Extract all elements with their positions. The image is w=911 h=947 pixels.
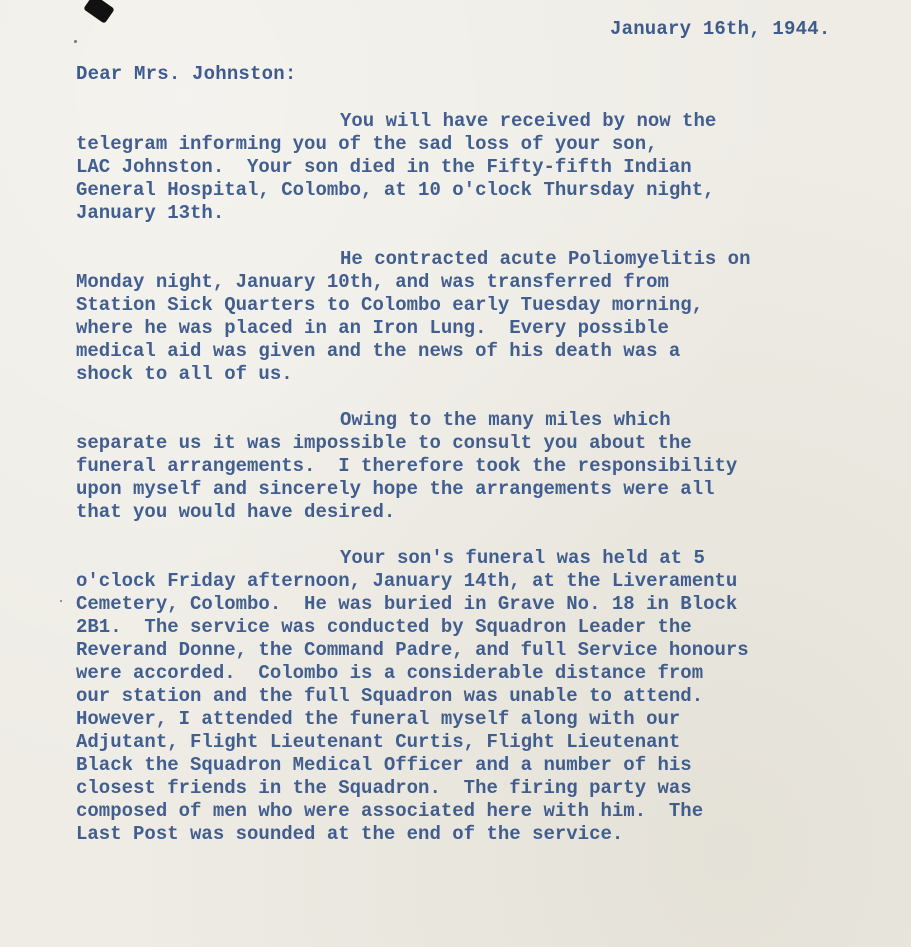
paragraph-3-line-2: separate us it was impossible to consult you about the bbox=[76, 432, 692, 454]
paragraph-1-line-1: You will have received by now the bbox=[340, 110, 717, 132]
ink-blot-mark bbox=[83, 0, 115, 24]
paragraph-4-line-7: our station and the full Squadron was unable to attend. bbox=[76, 685, 704, 707]
paper-speck bbox=[60, 600, 62, 602]
paragraph-3-line-1: Owing to the many miles which bbox=[340, 409, 671, 431]
paragraph-3-line-4: upon myself and sincerely hope the arrangements were all bbox=[76, 478, 715, 500]
paragraph-4-line-9: Adjutant, Flight Lieutenant Curtis, Flight Lieutenant bbox=[76, 731, 681, 753]
paragraph-4-line-10: Black the Squadron Medical Officer and a number of his bbox=[76, 754, 692, 776]
letter-date: January 16th, 1944. bbox=[610, 18, 831, 40]
paragraph-2-line-3: Station Sick Quarters to Colombo early Tuesday morning, bbox=[76, 294, 704, 316]
paragraph-4-line-2: o'clock Friday afternoon, January 14th, at the Liveramentu bbox=[76, 570, 738, 592]
paper-speck bbox=[74, 40, 77, 43]
paragraph-4-line-3: Cemetery, Colombo. He was buried in Grave No. 18 in Block bbox=[76, 593, 738, 615]
paragraph-2-line-2: Monday night, January 10th, and was transferred from bbox=[76, 271, 669, 293]
paragraph-3-line-5: that you would have desired. bbox=[76, 501, 396, 523]
salutation: Dear Mrs. Johnston: bbox=[76, 63, 297, 85]
paragraph-4-line-6: were accorded. Colombo is a considerable distance from bbox=[76, 662, 704, 684]
paragraph-1-line-3: LAC Johnston. Your son died in the Fifty-fifth Indian bbox=[76, 156, 692, 178]
paragraph-4-line-12: composed of men who were associated here with him. The bbox=[76, 800, 704, 822]
paragraph-4-line-4: 2B1. The service was conducted by Squadron Leader the bbox=[76, 616, 692, 638]
paragraph-1-line-5: January 13th. bbox=[76, 202, 225, 224]
paragraph-2-line-6: shock to all of us. bbox=[76, 363, 293, 385]
paragraph-4-line-11: closest friends in the Squadron. The firing party was bbox=[76, 777, 692, 799]
paragraph-4-line-8: However, I attended the funeral myself along with our bbox=[76, 708, 681, 730]
paragraph-3-line-3: funeral arrangements. I therefore took the responsibility bbox=[76, 455, 738, 477]
paragraph-4-line-13: Last Post was sounded at the end of the service. bbox=[76, 823, 624, 845]
paragraph-4-line-1: Your son's funeral was held at 5 bbox=[340, 547, 705, 569]
paragraph-1-line-4: General Hospital, Colombo, at 10 o'clock Thursday night, bbox=[76, 179, 715, 201]
paragraph-2-line-1: He contracted acute Poliomyelitis on bbox=[340, 248, 751, 270]
paragraph-1-line-2: telegram informing you of the sad loss of your son, bbox=[76, 133, 658, 155]
paragraph-4-line-5: Reverand Donne, the Command Padre, and full Service honours bbox=[76, 639, 749, 661]
paragraph-2-line-5: medical aid was given and the news of his death was a bbox=[76, 340, 681, 362]
paragraph-2-line-4: where he was placed in an Iron Lung. Every possible bbox=[76, 317, 669, 339]
